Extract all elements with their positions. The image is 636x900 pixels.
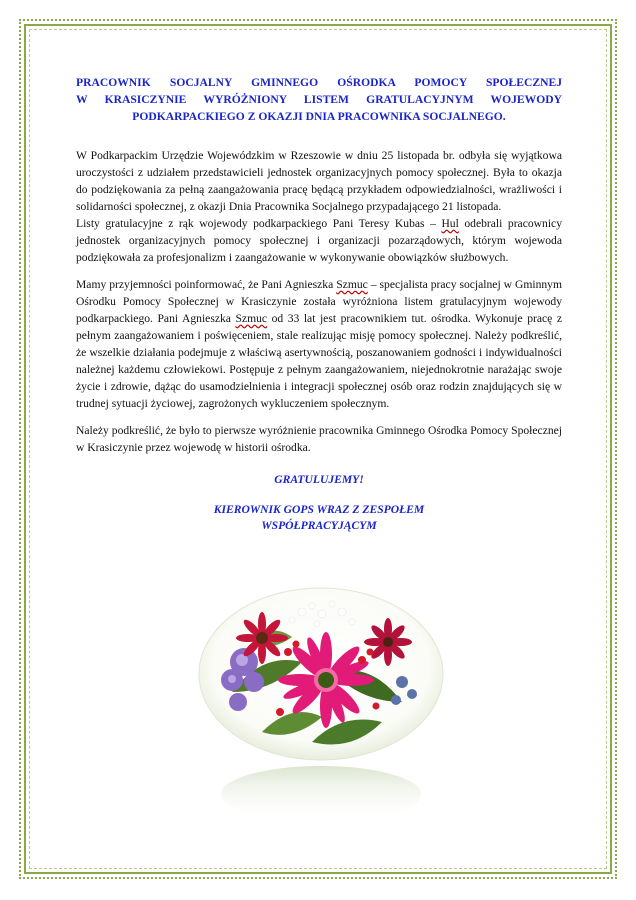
- signature-block: [76, 502, 562, 534]
- spellcheck-word: Hul: [441, 217, 459, 230]
- paragraph-3: [76, 276, 562, 412]
- signature-line-1: KIEROWNIK GOPS WRAZ Z ZESPOŁEM: [213, 503, 425, 516]
- paragraph-2-text-a: Listy gratulacyjne z rąk wojewody podkarpackiego Pani Teresy Kubas –: [76, 217, 442, 230]
- congratulations-heading: GRATULUJEMY!: [274, 473, 364, 486]
- flower-bouquet-icon: [192, 582, 450, 832]
- spellcheck-word: Szmuc: [235, 312, 268, 325]
- paragraph-2: [76, 215, 562, 266]
- title-line-3: PODKARPACKIEGO Z OKAZJI DNIA PRACOWNIKA SOCJALNEGO.: [132, 110, 506, 123]
- document-content: [76, 74, 562, 534]
- paragraph-4: Należy podkreślić, że było to pierwsze wyróżnienie pracownika Gminnego Ośrodka Pomocy Społecznej w Krasiczynie przez wojewodę w historii ośrodka.: [76, 424, 562, 454]
- paragraph-2-text-b: odebrali pracownicy jednostek organizacyjnych pomocy społecznej i organizacji pozarządowych, którym wojewoda podziękowała za profesjonalizm i zaangażowanie w wykonywanie obowiązków służbowych.: [76, 217, 562, 264]
- paragraph-3-text-c: od 33 lat jest pracownikiem tut. ośrodka. Wykonuje pracę z pełnym zaangażowaniem i poświęceniem, stale realizując misję pomocy społecznej. Należy podkreślić, że wszelkie działania podejmuje z właściwą asertywnością, poszanowaniem godności i indywidualności należnej każdemu człowiekowi. Postępuje z pełnym zaangażowaniem, niejednokrotnie narażając swoje życie i zdrowie, dążąc do usamodzielnienia i integracji społecznej osób oraz rodzin znajdujących się w trudnej sytuacji życiowej, zagrożonych wykluczeniem społecznym.: [76, 312, 562, 410]
- paragraph-3-text-a: Mamy przyjemności poinformować, że Pani Agnieszka: [76, 278, 337, 291]
- paragraph-3-text-b: – specjalista pracy socjalnej w Gminnym Ośrodku Pomocy Społecznej w Krasiczynie została wyróżniona listem gratulacyjnym wojewody podkarpackiego. Pani Agnieszka: [76, 278, 562, 325]
- title-line-1: PRACOWNIK SOCJALNY GMINNEGO OŚRODKA POMOCY SPOŁECZNEJ: [76, 76, 562, 89]
- title-line-2: W KRASICZYNIE WYRÓŻNIONY LISTEM GRATULACYJNYM WOJEWODY: [76, 93, 562, 106]
- signature-line-2: WSPÓŁPRACYJĄCYM: [261, 519, 377, 532]
- spellcheck-word: Szmuc: [336, 278, 368, 291]
- paragraph-1: W Podkarpackim Urzędzie Wojewódzkim w Rzeszowie w dniu 25 listopada br. odbyła się wyjątkowa uroczystości z udziałem przedstawicieli jednostek organizacyjnych pomocy społecznej. Była to okazja do podziękowania za pełną zaangażowania pracę będącą przykładem odpowiedzialności, wrażliwości i solidarności społecznej, z okazji Dnia Pracownika Socjalnego przypadającego 21 listopada.: [76, 149, 562, 213]
- article-title: [76, 74, 562, 125]
